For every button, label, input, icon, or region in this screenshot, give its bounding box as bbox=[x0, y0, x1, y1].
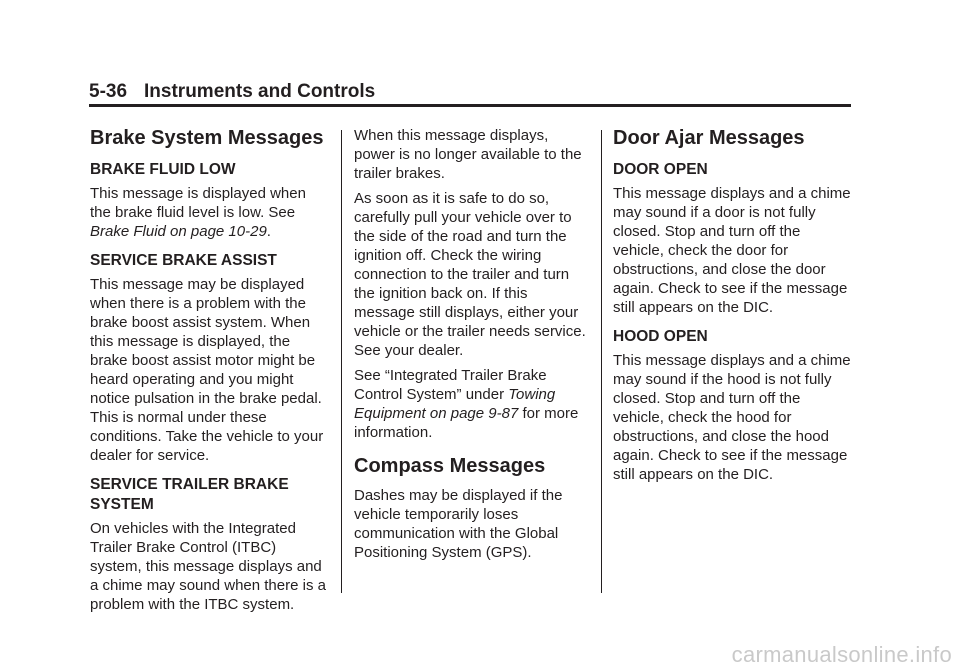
paragraph-service-trailer-brake-system: On vehicles with the Integrated Trailer Brake Control (ITBC) system, this message displays and a chime may sound when there is a problem with the ITBC system. bbox=[90, 520, 326, 613]
column-divider bbox=[341, 130, 342, 593]
page-number: 5-36 bbox=[89, 81, 128, 102]
paragraph-door-open: This message displays and a chime may sound if a door is not fully closed. Stop and turn off the vehicle, check the door for obstructions, and close the door again. Check to see if the message still appears on the DIC. bbox=[613, 185, 851, 316]
paragraph-text: for more information. bbox=[354, 405, 579, 441]
heading-compass-messages: Compass Messages bbox=[354, 455, 546, 477]
paragraph-text: This message is displayed when the brake fluid level is low. See bbox=[90, 185, 306, 221]
heading-door-open: DOOR OPEN bbox=[613, 161, 708, 178]
column-left bbox=[90, 126, 330, 620]
cross-reference-link[interactable]: Brake Fluid on page 10-29 bbox=[90, 223, 267, 240]
heading-door-ajar-messages: Door Ajar Messages bbox=[613, 127, 805, 149]
section-title: Instruments and Controls bbox=[144, 81, 376, 102]
paragraph-safe-to-do: As soon as it is safe to do so, carefully pull your vehicle over to the side of the road and turn the ignition off. Check the wiring connection to the trailer and turn the ignition back on. If this message still displays, either your vehicle or the trailer needs service. See your dealer. bbox=[354, 190, 586, 359]
paragraph-see-reference bbox=[354, 366, 592, 442]
column-divider bbox=[601, 130, 602, 593]
watermark: carmanualsonline.info bbox=[731, 642, 952, 667]
paragraph-compass: Dashes may be displayed if the vehicle temporarily loses communication with the Global Positioning System (GPS). bbox=[354, 487, 563, 561]
heading-brake-fluid-low: BRAKE FLUID LOW bbox=[90, 161, 236, 178]
heading-brake-system-messages: Brake System Messages bbox=[90, 127, 324, 149]
paragraph-text: See “Integrated Trailer Brake Control System” under bbox=[354, 367, 547, 403]
paragraph-brake-fluid-low bbox=[90, 184, 330, 241]
header-rule bbox=[89, 104, 851, 107]
paragraph-power-unavailable: When this message displays, power is no longer available to the trailer brakes. bbox=[354, 127, 582, 182]
paragraph-hood-open: This message displays and a chime may sound if the hood is not fully closed. Stop and turn off the vehicle, check the hood for obstructions, and close the hood again. Check to see if the message still appears on the DIC. bbox=[613, 352, 851, 483]
heading-hood-open: HOOD OPEN bbox=[613, 328, 708, 345]
column-middle bbox=[354, 126, 592, 568]
column-right bbox=[613, 126, 853, 490]
heading-service-brake-assist: SERVICE BRAKE ASSIST bbox=[90, 252, 277, 269]
heading-service-trailer-brake-system: SERVICE TRAILER BRAKE SYSTEM bbox=[90, 476, 289, 513]
paragraph-service-brake-assist: This message may be displayed when there is a problem with the brake boost assist system. When this message is displayed, the brake boost assist motor might be heard operating and you might notice pulsation in the brake pedal. This is normal under these conditions. Take the vehicle to your dealer for service. bbox=[90, 276, 324, 464]
page-header bbox=[89, 80, 851, 104]
paragraph-text: . bbox=[266, 223, 271, 240]
cross-reference-link[interactable]: Towing Equipment on page 9-87 bbox=[354, 386, 556, 422]
